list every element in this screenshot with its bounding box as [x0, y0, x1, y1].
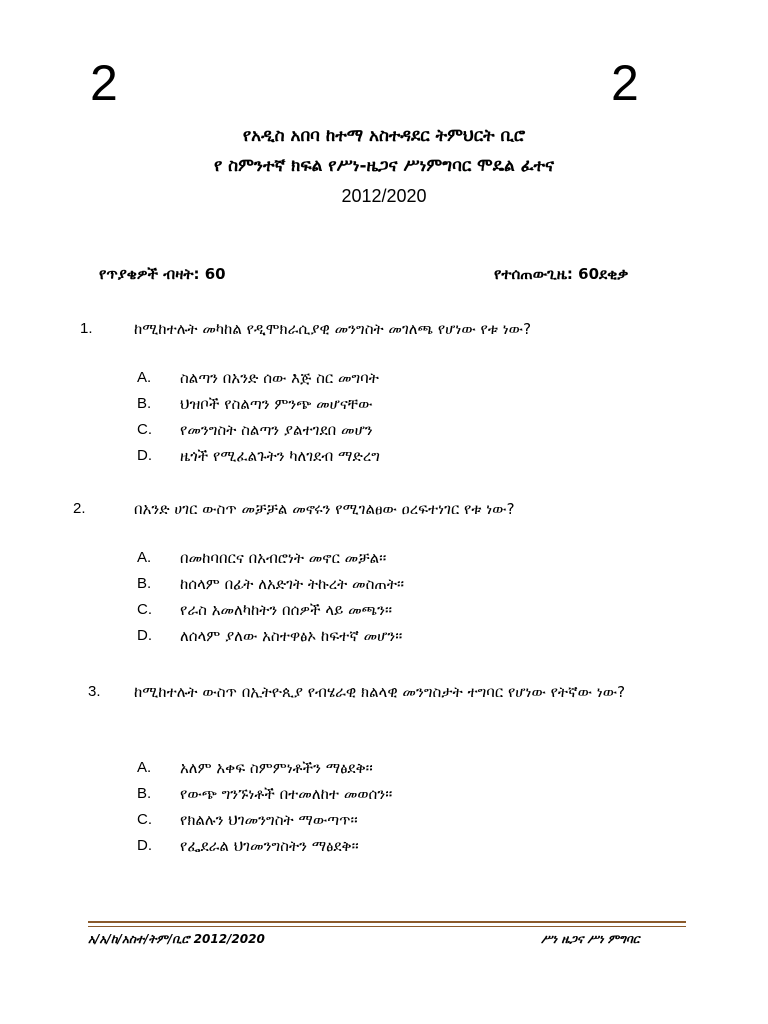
option-a[interactable]	[0, 759, 768, 785]
question-number: 3.	[88, 683, 101, 700]
option-letter: A.	[137, 759, 152, 776]
exam-header	[0, 121, 768, 211]
option-letter: D.	[137, 837, 152, 854]
question-count: የጥያቄዎች ብዛት: 60	[99, 265, 226, 283]
option-d[interactable]	[0, 627, 768, 653]
option-text: ከሰላም በፊት ለአድገት ትኩረት መስጠት፡፡	[180, 575, 405, 593]
option-letter: C.	[137, 421, 152, 438]
option-a[interactable]	[0, 549, 768, 575]
option-letter: A.	[137, 369, 152, 386]
bureau-title: የአዲስ አበባ ከተማ አስተዳደር ትምህርት ቢሮ	[242, 126, 526, 146]
question-text: ከሚከተሉት መካከል የዲሞክራሲያዊ መንግስት መገለጫ የሆነው የቱ ነው?	[134, 320, 532, 338]
option-letter: B.	[137, 575, 152, 592]
question-text: ከሚከተሉት ውስጥ በኢትዮጲያ የብሄራዊ ክልላዊ መንግስታት ተግባር የሆነው የትኛው ነው?	[134, 683, 626, 701]
exam-title: የ ስምንተኛ ክፍል የሥነ-ዜጋና ሥነምግባር ሞዴል ፈተና	[213, 156, 555, 176]
page-number-left: 2	[90, 55, 118, 111]
footer-office: አ/አ/ከ/አስተ/ትም/ቢሮ 2012/2020	[88, 932, 265, 946]
question-text: በአንድ ሀገር ውስጥ መቻቻል መኖሩን የሚገልፀው ዐረፍተነገር የቱ ነው?	[134, 500, 515, 518]
option-letter: B.	[137, 785, 152, 802]
option-d[interactable]	[0, 447, 768, 473]
option-letter: A.	[137, 549, 152, 566]
footer-rule-thin	[88, 926, 686, 927]
page-number-right: 2	[611, 55, 639, 111]
option-letter: C.	[137, 811, 152, 828]
option-letter: B.	[137, 395, 152, 412]
option-text: የፌደራል ህገመንግስትን ማፅደቅ፡፡	[180, 837, 359, 855]
footer-rule	[88, 921, 686, 923]
option-b[interactable]	[0, 395, 768, 421]
question-number: 2.	[73, 500, 86, 517]
option-c[interactable]	[0, 601, 768, 627]
option-a[interactable]	[0, 369, 768, 395]
option-letter: D.	[137, 447, 152, 464]
footer-subject: ሥነ ዜጋና ሥነ ምግባር	[541, 932, 640, 946]
option-text: አለም አቀፍ ስምምነቶችን ማፅደቅ፡፡	[180, 759, 373, 777]
time-allowed: የተሰጠውጊዜ: 60ደቂቃ	[494, 265, 629, 283]
option-text: ህዝቦች የስልጣን ምንጭ መሆናቸው	[180, 395, 373, 413]
option-text: የክልሉን ህገመንግስት ማውጣጥ፡፡	[180, 811, 358, 829]
option-text: ዜጎች የሚፈልጉትን ካለገደብ ማድረግ	[180, 447, 380, 465]
option-letter: C.	[137, 601, 152, 618]
option-text: የራስ አመለካከትን በሰዎች ላይ መጫን፡፡	[180, 601, 393, 619]
option-b[interactable]	[0, 575, 768, 601]
option-c[interactable]	[0, 811, 768, 837]
option-b[interactable]	[0, 785, 768, 811]
question-number: 1.	[80, 320, 93, 337]
option-c[interactable]	[0, 421, 768, 447]
option-text: የውጭ ግንኙነቶች በተመለከተ መወሰን፡፡	[180, 785, 393, 803]
exam-year: 2012/2020	[341, 186, 427, 206]
option-d[interactable]	[0, 837, 768, 863]
option-text: የመንግስት ስልጣን ያልተገደበ መሆን	[180, 421, 373, 439]
option-text: ስልጣን በአንድ ሰው እጅ ስር መግባት	[180, 369, 379, 387]
option-letter: D.	[137, 627, 152, 644]
option-text: በመከባበርና በአብሮነት መኖር መቻል፡፡	[180, 549, 387, 567]
option-text: ለሰላም ያለው አስተዋፅኦ ከፍተኛ መሆን፡፡	[180, 627, 403, 645]
